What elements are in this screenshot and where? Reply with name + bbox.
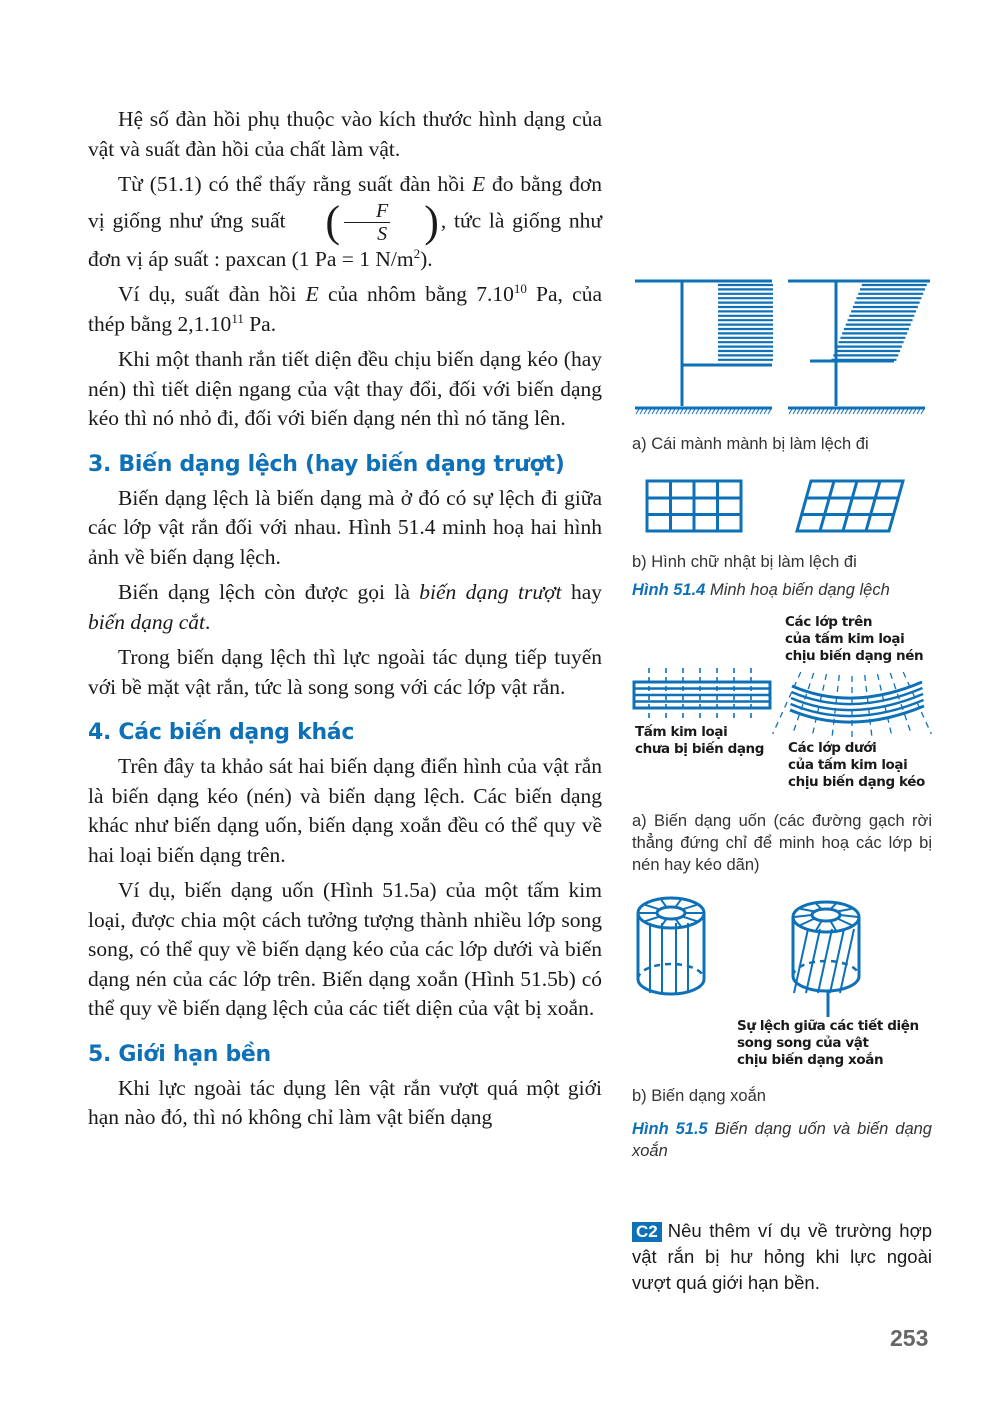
label-line: Sự lệch giữa các tiết diện [737, 1018, 919, 1034]
text: . [205, 609, 211, 634]
label-line: song song của vật [737, 1035, 869, 1051]
term-italic: biến dạng cắt [88, 609, 206, 634]
figure-title: Biến dạng uốn và biến dạng xoắn [632, 1120, 932, 1160]
paragraph-cross-section: Khi một thanh rắn tiết diện đều chịu biến dạng kéo (hay nén) thì tiết diện ngang của vật thay đổi, đối với biến dạng kéo thì nó nhỏ đi, đối với biến dạng nén thì nó tăng lên. [88, 347, 602, 430]
section-heading-4: 4. Các biến dạng khác [88, 720, 355, 745]
label-line: Tấm kim loại [635, 724, 728, 740]
fraction-denominator: S [377, 222, 388, 245]
paragraph-elastic-coefficient: Hệ số đàn hồi phụ thuộc vào kích thước hình dạng của vật và suất đàn hồi của chất làm vật. [88, 107, 602, 161]
text: Pa. [243, 311, 277, 336]
figure-51-5a-caption: a) Biến dạng uốn (các đường gạch rời thẳng đứng chỉ để minh hoạ các lớp bị nén hay kéo dãn) [632, 812, 932, 874]
text: Từ (51.1) có thể thấy rằng suất đàn hồi [118, 172, 466, 196]
label-line: của tấm kim loại [788, 757, 908, 773]
paragraph-other-deformations: Trên đây ta khảo sát hai biến dạng điển hình của vật rắn là biến dạng kéo (nén) và biến dạng lệch. Các biến dạng khác như biến dạng uốn, biến dạng xoắn đều có thể quy về hai loại biến dạng trên. [88, 754, 602, 867]
figure-51-4a-caption: a) Cái mành mành bị làm lệch đi [632, 435, 869, 453]
paragraph-shear-definition: Biến dạng lệch là biến dạng mà ở đó có sự lệch đi giữa các lớp vật rắn đối với nhau. Hình 51.4 minh hoạ hai hình ảnh về biến dạng lệch. [88, 485, 602, 569]
paragraph-example-values [88, 280, 602, 339]
figure-51-4b-grids [645, 479, 945, 539]
paragraph-strength-limit: Khi lực ngoài tác dụng lên vật rắn vượt quá một giới hạn nào đó, thì nó không chỉ làm vật biến dạng [88, 1075, 602, 1129]
paragraph-bending-twisting: Ví dụ, biến dạng uốn (Hình 51.5a) của một tấm kim loại, được chia một cách tưởng tượng thành nhiều lớp song song, có thể quy về biến dạng kéo của các lớp dưới và biến dạng nén của các lớp trên. Biến dạng xoắn (Hình 51.5b) có thể quy về biến dạng lệch của các tiết diện của vật bị xoắn. [88, 878, 602, 1020]
label-line: của tấm kim loại [785, 631, 905, 647]
text: Ví dụ, suất đàn hồi [118, 282, 297, 306]
label-line: Các lớp dưới [788, 740, 877, 756]
paragraph-shear-aliases [88, 578, 602, 637]
question-c2 [632, 1218, 932, 1296]
text: , tức là giống như đơn vị áp suất : paxcan [88, 207, 603, 271]
text: đo bằng đơn vị giống như ứng suất [88, 172, 602, 232]
figure-51-4-title [632, 579, 932, 601]
unit-pascal [292, 247, 433, 271]
paragraph-shear-force: Trong biến dạng lệch thì lực ngoài tác dụng tiếp tuyến với bề mặt vật rắn, tức là song song với các lớp vật rắn. [88, 645, 602, 699]
symbol-E: E [305, 282, 319, 306]
exponent: 10 [513, 280, 527, 296]
figure-51-4b-caption: b) Hình chữ nhật bị làm lệch đi [632, 553, 857, 571]
text: Pa, của thép bằng 2,1.10 [88, 282, 602, 336]
figure-label: Hình 51.5 [632, 1120, 708, 1138]
label-line: chịu biến dạng xoắn [737, 1052, 884, 1068]
text: của nhôm bằng 7.10 [327, 282, 514, 306]
figure-51-5b-twisting [636, 893, 936, 1023]
text: hay [570, 580, 603, 604]
unit-exponent: 2 [413, 245, 421, 261]
label-line: chịu biến dạng nén [785, 648, 924, 664]
label-undeformed-plate [635, 724, 764, 758]
label-upper-layers [785, 614, 923, 665]
term-italic: biến dạng trượt [419, 580, 562, 604]
question-text: Nêu thêm ví dụ về trường hợp vật rắn bị hư hỏng khi lực ngoài vượt quá giới hạn bền. [632, 1220, 932, 1293]
figure-label: Hình 51.4 [632, 581, 706, 599]
figure-51-5-title [632, 1118, 932, 1162]
unit-end: ). [420, 246, 433, 271]
label-twist-shift [737, 1018, 919, 1069]
section-heading-5: 5. Giới hạn bền [88, 1041, 271, 1067]
figure-51-4a-blinds [632, 278, 952, 418]
page-number: 253 [890, 1325, 929, 1351]
symbol-E: E [471, 172, 486, 196]
fraction-F-over-S: ( $\frac{F}{S}$ ) [325, 197, 439, 246]
label-line: chưa bị biến dạng [635, 741, 765, 757]
figure-title: Minh hoạ biến dạng lệch [709, 581, 890, 599]
question-badge: C2 [632, 1222, 662, 1242]
exponent: 11 [231, 310, 244, 326]
main-column [88, 105, 602, 1139]
label-line: Các lớp trên [785, 614, 873, 630]
text: Biến dạng lệch còn được gọi là [118, 580, 410, 604]
figure-51-5b-caption: b) Biến dạng xoắn [632, 1087, 766, 1105]
label-line: chịu biến dạng kéo [788, 774, 925, 790]
label-lower-layers [788, 740, 925, 791]
unit-text: (1 Pa = 1 N/m [291, 246, 414, 271]
section-heading-3: 3. Biến dạng lệch (hay biến dạng trượt) [88, 451, 565, 477]
fraction-numerator: F [344, 200, 390, 223]
paragraph-elastic-modulus-unit [88, 170, 602, 274]
